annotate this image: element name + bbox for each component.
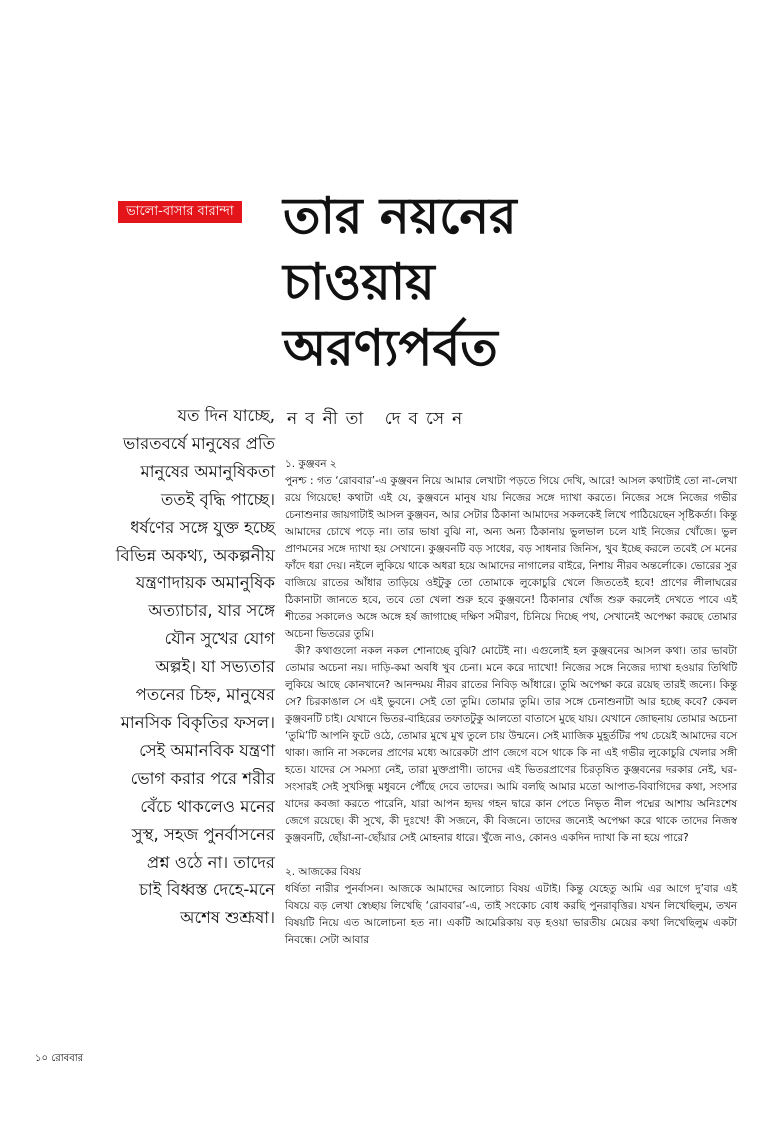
pullquote-line: বেঁচে থাকলেও মনের	[140, 796, 275, 816]
pullquote-line: অত্যাচার, যার সঙ্গে	[148, 601, 275, 621]
section-tag: ভালো-বাসার বারান্দা	[118, 201, 242, 223]
body-paragraph: কী? কথাগুলো নকল নকল শোনাচ্ছে বুঝি? মোটেই না। এগুলোই হল কুঞ্জবনের আসল কথা। তার ভাবটা তোমার অচেনা নয়। দাড়ি-কমা অবধি খুব চেনা। মনে করে দ্যাখো! নিজের সঙ্গে নিজের দ্যাখা হওয়ার তিথিটি লুকিয়ে আছে কোনখানে? আনন্দময় নীরব রাতের নিবিড় আঁধারে। তুমি অপেক্ষা করে রয়েছ তারই জন্যে। কিন্তু সে? চিরকাঙাল সে এই ভুবনে। সেই তো তুমি। তোমার তুমি। তার সঙ্গে চেনাশুনাটা আর হচ্ছে কবে? কেবল কুঞ্জবনটি চাই। যেখানে ভিতর-বাহিরের তফাতটুকু আলতো বাতাসে মুছে যায়। যেখানে জোছনায় তোমার অচেনা ‘তুমি’টি আপনি ফুটে ওঠে, তোমার মুখে মুখ তুলে চায় উন্মনে। সেই ম্যাজিক মুহূর্তটির পথ চেয়েই আমাদের বসে থাকা। জানি না সকলের প্রাণের মধ্যে আরেকটা প্রাণ জেগে বসে থাকে কি না এই গভীর লুকোচুরি খেলার সঙ্গী হতে। যাদের সে সমস্যা নেই, তারা মুক্তপ্রাণী। তাদের এই ভিতরপ্রাণের চিরতৃষিত কুঞ্জবনের দরকার নেই, ঘর-সংসারই সেই সুখসিন্ধু মধুবনে পৌঁছে দেবে তাদের। আমি বলছি আমার মতো আপাত-বিবাগিদের কথা, সংসার যাদের কবজা করতে পারেনি, যারা আপন হৃদয় গহন দ্বারে কান পেতে নিভৃত নীল পদ্মের আশায় অনিঃশেষ জেগে রয়েছে। কী সুখে, কী দুঃখে! কী সজনে, কী বিজনে। তাদের জন্যেই অপেক্ষা করে থাকে তাদের নিজস্ব কুঞ্জবনটি, ছোঁয়া-না-ছোঁয়ার সেই মোহনার ধারে। খুঁজে নাও, কোনও একদিন দ্যাখা কি না হয়ে পারে?	[285, 645, 737, 844]
pullquote-line: অল্পই। যা সভ্যতার	[155, 657, 275, 677]
pullquote-line: পতনের চিহ্ন, মানুষের	[135, 685, 275, 705]
page-footer	[35, 1051, 83, 1068]
section-heading: ১. কুঞ্জবন ২	[285, 458, 337, 470]
pullquote-line: যত দিন যাচ্ছে,	[177, 406, 275, 425]
page-number: ১০	[35, 1053, 48, 1064]
headline-line: অরণ্যপর্বত	[283, 319, 498, 377]
body-paragraph: পুনশ্চ : গত ‘রোববার’-এ কুঞ্জবন নিয়ে আমার লেখাটা পড়তে গিয়ে দেখি, আরে! আসল কথাটাই তো না-লেখা রয়ে গিয়েছে! কথাটা এই যে, কুঞ্জবনে মানুষ যায় নিজের সঙ্গে দ্যাখা করতে। নিজের সঙ্গে নিজের গভীর চেনাশুনার জায়গাটাই আসল কুঞ্জবন, আর সেটার ঠিকানা আমাদের সকলকেই লিখে পাঠিয়েছেন সৃষ্টিকর্তা। কিন্তু আমাদের চোখে পড়ে না। তার ভাষা বুঝি না, অন্য অন্য ঠিকানায় ভুলভাল চলে যাই নিজের খোঁজে। ভুল প্রাণমনের সঙ্গে দ্যাখা হয় সেখানে। কুঞ্জবনটি বড় সাধের, বড় সাধনার জিনিস, খুব ইচ্ছে করলে তবেই সে মনের ফাঁদে ধরা দেয়। নইলে লুকিয়ে থাকে অধরা হয়ে আমাদের নাগালের বাইরে, নিশায় নীরব অন্তর্লোকে। ভোরের সুর বাজিয়ে রাতের আঁধার তাড়িয়ে ওইটুকু তো তোমাকে লুকোচুরি খেলে জিততেই হবে! প্রাণের লীলাঘরের ঠিকানাটা জানতে হবে, তবে তো খেলা শুরু হবে কুঞ্জবনে! ঠিকানার খোঁজ শুরু করলেই দেখতে পাবে এই শীতের সকালেও অঙ্গে অঙ্গে হর্ষ জাগাচ্ছে দক্ষিণ সমীরণ, চিনিয়ে দিচ্ছে পথ, সেখানেই অপেক্ষা করছে তোমার অচেনা ভিতরের তুমি।	[285, 475, 737, 640]
section-spacer	[285, 847, 737, 864]
magazine-name: রোববার	[51, 1053, 84, 1064]
pullquote-line: সুস্থ, সহজ পুনর্বাসনের	[131, 824, 275, 844]
pullquote-line: সেই অমানবিক যন্ত্রণা	[139, 740, 275, 760]
pullquote-line: প্রশ্ন ওঠে না। তাদের	[146, 852, 275, 872]
article-body	[285, 456, 737, 949]
pullquote-line: বিভিন্ন অকথ্য, অকল্পনীয়	[115, 545, 275, 565]
pullquote-line: চাই বিধ্বস্ত দেহে-মনে	[139, 880, 275, 900]
headline	[283, 183, 753, 381]
section-heading: ২. আজকের বিষয়	[285, 866, 361, 878]
pullquote-line: মানসিক বিকৃতির ফসল।	[120, 712, 275, 732]
headline-line: চাওয়ায়	[283, 253, 435, 311]
pullquote-line: ভারতবর্ষে মানুষের প্রতি	[123, 433, 275, 453]
author-byline: নবনীতা দেবসেন	[287, 409, 471, 429]
pullquote-line: ততই বৃদ্ধি পাচ্ছে।	[161, 489, 275, 509]
headline-line: তার নয়নের	[283, 187, 517, 245]
pullquote-line: অশেষ শুশ্রূষা।	[180, 908, 275, 928]
pullquote-line: মানুষের অমানুষিকতা	[140, 461, 275, 481]
pullquote-line: ধর্ষণের সঙ্গে যুক্ত হচ্ছে	[130, 517, 275, 537]
pullquote-line: ভোগ করার পরে শরীর	[130, 768, 275, 788]
pullquote-line: যন্ত্রণাদায়ক অমানুষিক	[135, 573, 275, 593]
body-paragraph: ধর্ষিতা নারীর পুনর্বাসন। আজকে আমাদের আলোচ্য বিষয় এটাই। কিন্তু যেহেতু আমি এর আগে দু’বার এই বিষয়ে বড় লেখা স্বেচ্ছায় লিখেছি ‘রোববার’-এ, তাই সংকোচ বোধ করছি পুনরাবৃত্তির। যখন লিখেছিলুম, তখন বিষয়টি নিয়ে এত আলোচনা হত না। একটি আমেরিকায় বড় হওয়া ভারতীয় মেয়ের কথা লিখেছিলুম একটা নিবন্ধে। সেটা আবার	[285, 883, 737, 946]
pullquote-line: যৌন সুখের যোগ	[164, 629, 275, 649]
pullquote	[40, 402, 275, 932]
